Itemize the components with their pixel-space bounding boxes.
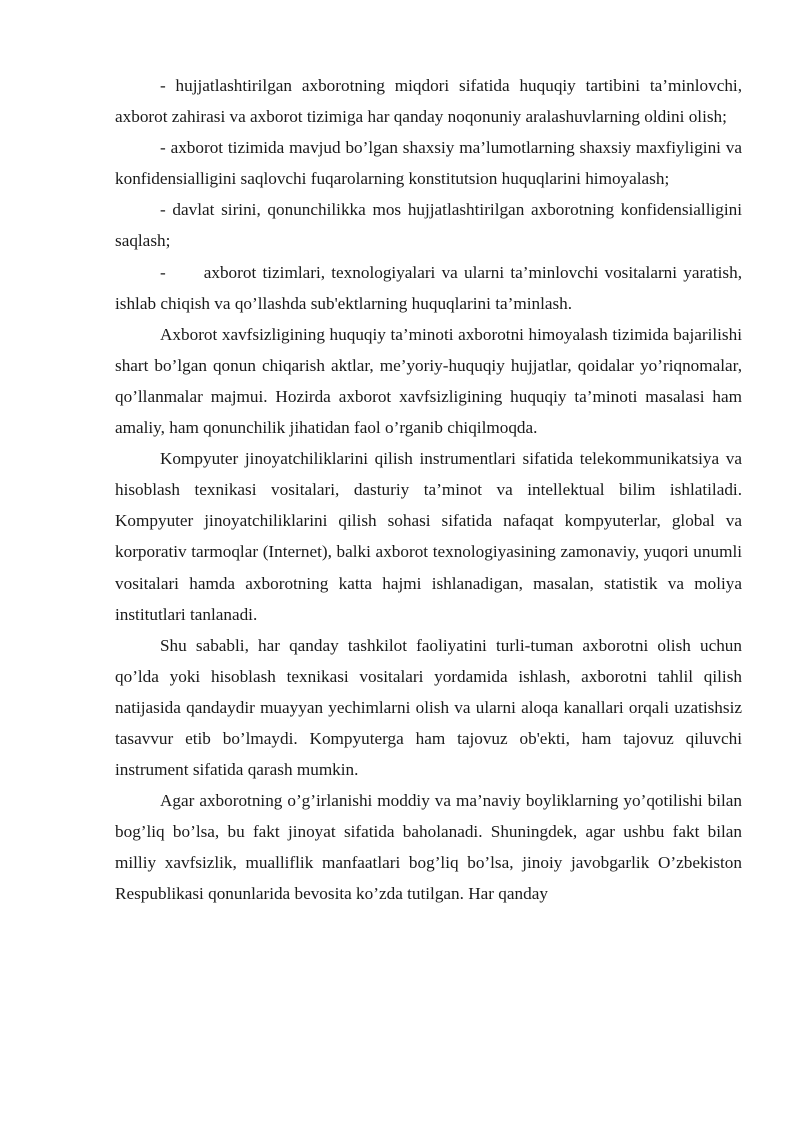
document-page xyxy=(115,70,742,910)
paragraph-computer-crimes: Kompyuter jinoyatchiliklarini qilish instrumentlari sifatida telekommunikatsiya va hisoblash texnikasi vositalari, dasturiy ta’minot va intellektual bilim ishlatiladi. Kompyuter jinoyatchiliklarini qilish sohasi sifatida nafaqat kompyuterlar, global va korporativ tarmoqlar (Internet), balki axborot texnologiyasining zamonaviy, yuqori unumli vositalari hamda axborotning katta hajmi ishlanadigan, masalan, statistik va moliya institutlari tanlanadi. xyxy=(115,449,742,624)
bullet-item-state-secret: - davlat sirini, qonunchilikka mos hujjatlashtirilgan axborotning konfidensialligini saqlash; xyxy=(115,200,742,251)
paragraph-legal-support: Axborot xavfsizligining huquqiy ta’minoti axborotni himoyalash tizimida bajarilishi shart bo’lgan qonun chiqarish aktlar, me’yoriy-huquqiy hujjatlar, qoidalar yo’riqnomalar, qo’llanmalar majmui. Hozirda axborot xavfsizligining huquqiy ta’minoti masalasi ham amaliy, ham qonunchilik jihatidan faol o’rganib chiqilmoqda. xyxy=(115,324,742,438)
bullet-item-personal-data: - axborot tizimida mavjud bo’lgan shaxsiy ma’lumotlarning shaxsiy maxfiyligini va konfidensialligini saqlovchi fuqarolarning konstitutsion huquqlarini himoyalash; xyxy=(115,138,742,189)
bullet-item-subject-rights xyxy=(115,257,742,319)
bullet-dash: - xyxy=(160,262,166,282)
paragraph-information-theft: Agar axborotning o’g’irlanishi moddiy va ma’naviy boyliklarning yo’qotilishi bilan bog’liq bo’lsa, bu fakt jinoyat sifatida baholanadi. Shuningdek, agar ushbu fakt bilan milliy xavfsizlik, mualliflik manfaatlari bog’liq bo’lsa, jinoiy javobgarlik O’zbekiston Respublikasi qonunlarida bevosita ko’zda tutilgan. Har qanday xyxy=(115,791,742,904)
bullet-item-legal-order: - hujjatlashtirilgan axborotning miqdori sifatida huquqiy tartibini ta’minlovchi, axborot zahirasi va axborot tizimiga har qanday noqonuniy aralashuvlarning oldini olish; xyxy=(115,76,742,127)
bullet-item-text: axborot tizimlari, texnologiyalari va ularni ta’minlovchi vositalarni yaratish, ishlab chiqish va qo’llashda sub'ektlarning huquqlarini ta’minlash. xyxy=(115,262,742,313)
paragraph-organization-activity: Shu sababli, har qanday tashkilot faoliyatini turli-tuman axborotni olish uchun qo’lda yoki hisoblash texnikasi vositalari yordamida ishlash, axborotni tahlil qilish natijasida qandaydir muayyan yechimlarni olish va ularni aloqa kanallari orqali uzatishsiz tasavvur etib bo’lmaydi. Kompyuterga ham tajovuz ob'ekti, ham tajovuz qiluvchi instrument sifatida qarash mumkin. xyxy=(115,635,742,780)
